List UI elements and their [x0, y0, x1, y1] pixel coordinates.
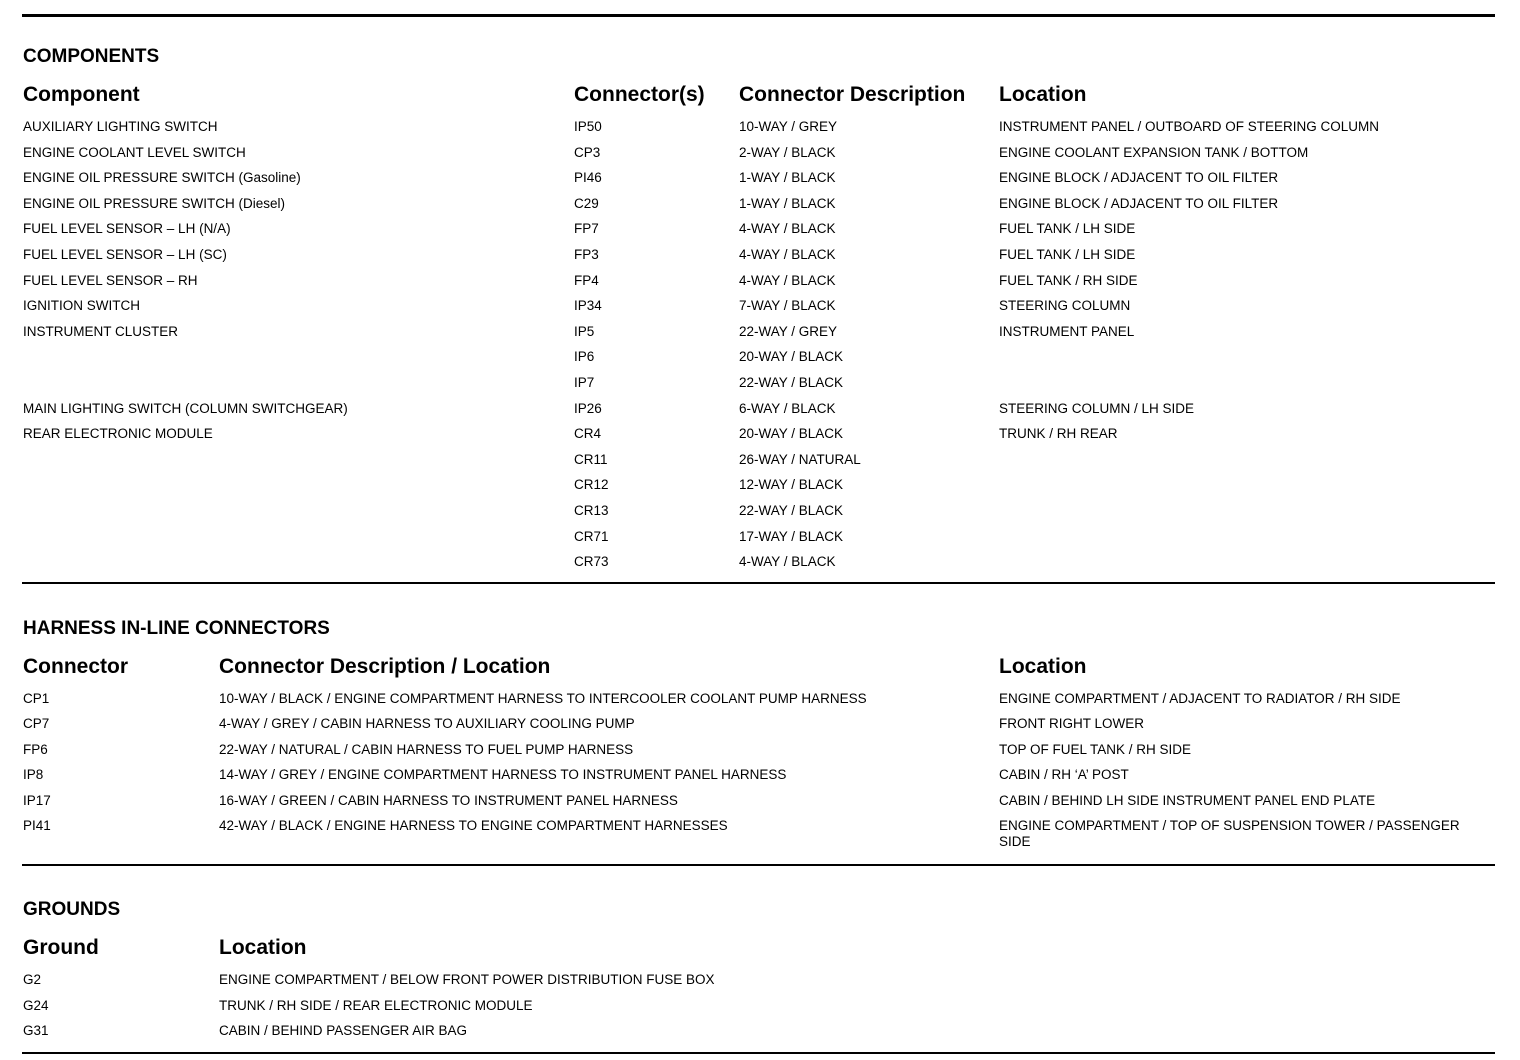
description-location-cell: 10-WAY / BLACK / ENGINE COMPARTMENT HARNESS TO INTERCOOLER COOLANT PUMP HARNESS — [219, 691, 867, 706]
components-title: COMPONENTS — [23, 46, 160, 67]
location-cell: TOP OF FUEL TANK / RH SIDE — [999, 741, 1192, 757]
component-cell: ENGINE OIL PRESSURE SWITCH (Gasoline) — [23, 170, 301, 186]
description-location-cell: 4-WAY / GREY / CABIN HARNESS TO AUXILIARY COOLING PUMP — [219, 716, 635, 732]
location-cell: TRUNK / RH SIDE / REAR ELECTRONIC MODULE — [219, 997, 533, 1013]
header-ground: Ground — [23, 936, 99, 959]
header-description-location: Connector Description / Location — [219, 655, 551, 678]
connector-cell: FP6 — [23, 741, 48, 757]
connector-cell: CR71 — [574, 528, 609, 544]
component-cell: FUEL LEVEL SENSOR – LH (N/A) — [23, 221, 231, 237]
location-cell: TRUNK / RH REAR — [999, 426, 1118, 442]
grounds-title: GROUNDS — [23, 899, 121, 920]
location-cell: CABIN / RH ‘A’ POST — [999, 767, 1129, 783]
connector-description-cell: 22-WAY / GREY — [739, 323, 838, 339]
location-cell: ENGINE BLOCK / ADJACENT TO OIL FILTER — [999, 170, 1279, 186]
connector-description-cell: 6-WAY / BLACK — [739, 400, 836, 416]
connector-cell: CP3 — [574, 144, 601, 160]
connector-cell: PI46 — [574, 170, 602, 186]
location-cell: INSTRUMENT PANEL — [999, 323, 1135, 339]
description-location-cell: 14-WAY / GREY / ENGINE COMPARTMENT HARNESS TO INSTRUMENT PANEL HARNESS — [219, 767, 787, 783]
location-cell: FUEL TANK / RH SIDE — [999, 272, 1138, 288]
description-location-cell: 22-WAY / NATURAL / CABIN HARNESS TO FUEL PUMP HARNESS — [219, 741, 634, 757]
location-cell: ENGINE COMPARTMENT / BELOW FRONT POWER DISTRIBUTION FUSE BOX — [219, 972, 715, 987]
connector-cell: IP8 — [23, 767, 44, 783]
connector-cell: FP7 — [574, 221, 599, 237]
location-cell: FUEL TANK / LH SIDE — [999, 247, 1136, 262]
component-cell: REAR ELECTRONIC MODULE — [23, 426, 213, 442]
connector-cell: CR73 — [574, 554, 609, 570]
component-cell: FUEL LEVEL SENSOR – RH — [23, 272, 198, 288]
header-component: Component — [23, 83, 140, 106]
location-cell: CABIN / BEHIND PASSENGER AIR BAG — [219, 1023, 468, 1039]
component-cell: ENGINE COOLANT LEVEL SWITCH — [23, 144, 246, 160]
ground-cell: G24 — [23, 997, 49, 1013]
top-rule — [22, 14, 1495, 17]
location-cell: CABIN / BEHIND LH SIDE INSTRUMENT PANEL END PLATE — [999, 792, 1376, 808]
connector-cell: CR11 — [574, 451, 608, 467]
components-bottom-rule — [22, 582, 1495, 584]
connector-cell: PI41 — [23, 818, 51, 833]
header-connectors: Connector(s) — [574, 83, 705, 106]
connector-description-cell: 1-WAY / BLACK — [739, 170, 836, 186]
header-connector-description: Connector Description — [739, 83, 966, 106]
location-cell: STEERING COLUMN / LH SIDE — [999, 400, 1195, 416]
connector-description-cell: 4-WAY / BLACK — [739, 221, 836, 237]
header-location: Location — [999, 83, 1087, 106]
description-location-cell: 16-WAY / GREEN / CABIN HARNESS TO INSTRUMENT PANEL HARNESS — [219, 792, 678, 808]
ground-cell: G2 — [23, 972, 42, 987]
connector-description-cell: 10-WAY / GREY — [739, 119, 838, 134]
connector-cell: CP1 — [23, 691, 50, 706]
connector-cell: IP50 — [574, 119, 602, 134]
connector-description-cell: 7-WAY / BLACK — [739, 298, 836, 314]
location-cell: FRONT RIGHT LOWER — [999, 716, 1145, 732]
connector-description-cell: 20-WAY / BLACK — [739, 426, 844, 442]
connector-cell: CR13 — [574, 503, 609, 518]
location-cell: ENGINE COMPARTMENT / ADJACENT TO RADIATOR / RH SIDE — [999, 691, 1401, 706]
connector-description-cell: 20-WAY / BLACK — [739, 349, 844, 365]
component-cell: MAIN LIGHTING SWITCH (COLUMN SWITCHGEAR) — [23, 400, 348, 416]
component-cell: AUXILIARY LIGHTING SWITCH — [23, 119, 218, 134]
connector-cell: IP26 — [574, 400, 602, 416]
component-cell: IGNITION SWITCH — [23, 298, 140, 314]
connector-cell: IP6 — [574, 349, 595, 365]
connector-description-cell: 17-WAY / BLACK — [739, 528, 844, 544]
connector-cell: CR4 — [574, 426, 602, 442]
location-cell: FUEL TANK / LH SIDE — [999, 221, 1136, 237]
connector-cell: FP3 — [574, 247, 599, 262]
connector-description-cell: 22-WAY / BLACK — [739, 375, 844, 390]
connector-cell: IP34 — [574, 298, 602, 314]
component-cell: FUEL LEVEL SENSOR – LH (SC) — [23, 247, 227, 262]
header-ground-location: Location — [219, 936, 307, 959]
location-cell: ENGINE BLOCK / ADJACENT TO OIL FILTER — [999, 195, 1279, 211]
connector-cell: C29 — [574, 195, 599, 211]
component-cell: ENGINE OIL PRESSURE SWITCH (Diesel) — [23, 195, 286, 211]
location-cell: INSTRUMENT PANEL / OUTBOARD OF STEERING COLUMN — [999, 119, 1380, 134]
location-cell: ENGINE COOLANT EXPANSION TANK / BOTTOM — [999, 144, 1309, 160]
connector-description-cell: 4-WAY / BLACK — [739, 247, 836, 262]
header-connector: Connector — [23, 655, 128, 678]
harness-title: HARNESS IN-LINE CONNECTORS — [23, 618, 330, 639]
harness-bottom-rule — [22, 864, 1495, 866]
connector-cell: IP5 — [574, 323, 595, 339]
component-cell: INSTRUMENT CLUSTER — [23, 323, 179, 339]
connector-description-cell: 4-WAY / BLACK — [739, 554, 836, 570]
ground-cell: G31 — [23, 1023, 49, 1039]
connector-cell: CR12 — [574, 477, 609, 493]
connector-description-cell: 2-WAY / BLACK — [739, 144, 836, 160]
location-cell: STEERING COLUMN — [999, 298, 1131, 314]
connector-description-cell: 4-WAY / BLACK — [739, 272, 836, 288]
description-location-cell: 42-WAY / BLACK / ENGINE HARNESS TO ENGINE COMPARTMENT HARNESSES — [219, 818, 728, 833]
connector-cell: CP7 — [23, 716, 50, 732]
connector-description-cell: 1-WAY / BLACK — [739, 195, 836, 211]
location-cell: ENGINE COMPARTMENT / TOP OF SUSPENSION TOWER / PASSENGER SIDE — [999, 818, 1460, 849]
header-harness-location: Location — [999, 655, 1087, 678]
grounds-bottom-rule — [22, 1052, 1495, 1054]
connector-cell: IP17 — [23, 792, 51, 808]
connector-description-cell: 26-WAY / NATURAL — [739, 451, 861, 467]
connector-description-cell: 12-WAY / BLACK — [739, 477, 844, 493]
connector-cell: IP7 — [574, 375, 595, 390]
connector-cell: FP4 — [574, 272, 599, 288]
connector-description-cell: 22-WAY / BLACK — [739, 503, 844, 518]
